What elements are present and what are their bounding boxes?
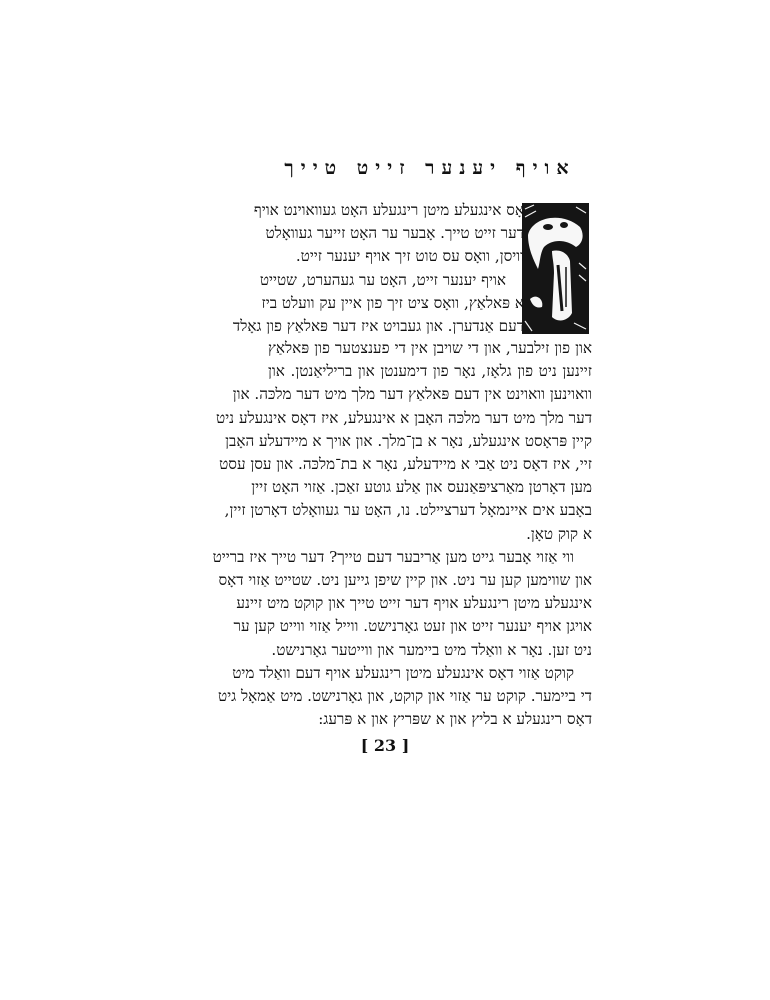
text-line: דאָס רינגעלע א בליץ און א שפּריץ און א פּרעג: <box>318 710 592 729</box>
text-line: ווי אַזוי אָבער גייט מען אַריבער דעם טייך? דער טייך איז ברייט <box>212 547 574 566</box>
text-line: זיינען ניט פון גלאָז, נאָר פון דימענטן און בריליאַנטן. און <box>268 362 592 381</box>
text-line: אויף יענער זייט, האָט ער געהערט, שטייט <box>259 270 506 289</box>
woodcut-initial-icon <box>522 203 589 334</box>
opening-paragraph <box>232 199 524 338</box>
body-text <box>212 337 592 731</box>
text-line: קיין פּראָסט אינגעלע, נאָר א בן־מלך. און אויך א מיידעלע האָבן <box>225 431 592 450</box>
page-number: [ 23 ] <box>360 736 410 755</box>
text-line: און פון זילבער, און די שויבן אין די פענצטער פון פּאלאַץ <box>268 339 592 357</box>
text-line: אינגעלע מיטן רינגעלע אויף דער זייט טייך און קוקט מיט זיינע <box>236 594 592 613</box>
text-line: די ביימער. קוקט ער אַזוי און קוקט, און גאָרנישט. מיט אַמאָל גיט <box>218 687 592 706</box>
text-line: מען דאָרטן מאַרציפּאַנעס און אַלע גוטע זאַכן. אַזוי האָט זיין <box>251 478 592 497</box>
text-line: זיי, איז דאָס ניט אַבי א מיידעלע, נאָר א בת־מלכּה. און עסן עסט <box>219 455 592 474</box>
text-line: ניט זען. נאָר א וואַלד מיט ביימער און ווייטער גאָרנישט. <box>271 640 592 659</box>
text-line: קוקט אַזוי דאָס אינגעלע מיטן רינגעלע אויף דעם וואַלד מיט <box>232 663 574 682</box>
text-line: א פּאלאַץ, וואָס ציט זיך פון איין עק וועלט ביז <box>261 293 524 312</box>
text-line: דער מלך מיט דער מלכּה האָבן א אינגעלע, איז דאָס אינגעלע ניט <box>216 408 592 427</box>
text-line: באָבע אים איינמאָל דערציילט. נו, האָט ער געוואָלט דאָרטן זיין, <box>224 501 592 520</box>
chapter-title: אויף יענער זייט טייך <box>284 157 576 179</box>
text-line: וואוינען וואוינט אין דעם פּאלאַץ דער מלך מיט דער מלכּה. און <box>232 385 592 404</box>
text-line: און שווימען קען ער ניט. און קיין שיפן גייען ניט. שטייט אַזוי דאָס <box>218 571 592 590</box>
text-line: וויסן, וואָס עס טוט זיך אויף יענער זייט. <box>295 247 524 266</box>
text-line: א קוק טאָן. <box>526 524 592 543</box>
text-line: אויגן אויף יענער זייט און זעט גאָרנישט. ווייל אַזוי ווייט קען ער <box>233 617 592 636</box>
text-line: דעם אַנדערן. און געבויט איז דער פּאלאַץ פון גאָלד <box>232 317 524 336</box>
text-line: דער זייט טייך. אָבער ער האָט זייער געוואָלט <box>265 224 524 243</box>
text-line: אָס אינגעלע מיטן רינגעלע האָט געוואוינט אויף <box>253 201 524 219</box>
